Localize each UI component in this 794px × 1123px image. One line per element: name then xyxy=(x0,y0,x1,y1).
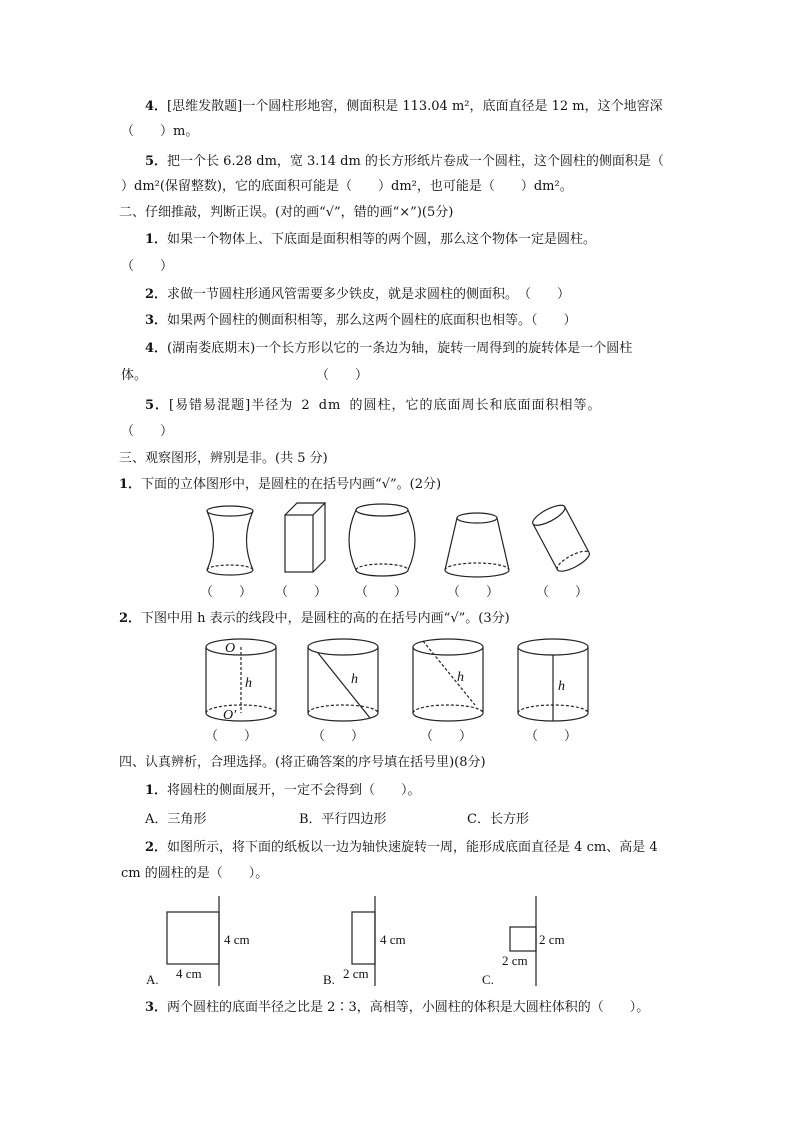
label-b-side: 4 cm xyxy=(380,932,406,947)
answer-bracket-solid-3[interactable]: （ ） xyxy=(355,585,408,600)
label-h-2: h xyxy=(351,672,358,687)
label-o-prime: O′ xyxy=(223,708,237,723)
question-1-4: 4．[思维发散题]一个圆柱形地窖，侧面积是 113.04 m²，底面直径是 12 m，这个地窖深 xyxy=(145,99,663,114)
label-h-3: h xyxy=(457,670,464,685)
answer-bracket-height-2[interactable]: （ ） xyxy=(312,729,365,744)
rect-board-b xyxy=(352,912,375,964)
label-h-1: h xyxy=(245,676,252,691)
tilted-cylinder-figure xyxy=(530,502,592,575)
question-2-2: 2．求做一节圆柱形通风管需要多少铁皮，就是求圆柱的侧面积。 （ ） xyxy=(145,287,571,302)
answer-bracket-height-3[interactable]: （ ） xyxy=(420,729,473,744)
frustum-figure xyxy=(445,513,509,577)
question-3-1: 1．下面的立体图形中，是圆柱的在括号内画“√”。(2分) xyxy=(119,477,442,492)
cylinder-axis-figure xyxy=(206,639,276,721)
question-2-1: 1．如果一个物体上、下底面是面积相等的两个圆，那么这个物体一定是圆柱。 xyxy=(145,232,597,247)
question-4-2-cont: cm 的圆柱的是（ ）。 xyxy=(121,866,269,881)
question-1-5: 5．把一个长 6.28 dm，宽 3.14 dm 的长方形纸片卷成一个圆柱，这个圆柱的侧面积是（ xyxy=(145,154,664,169)
question-2-1-cont: （ ） xyxy=(121,259,174,274)
label-c-side: 2 cm xyxy=(539,932,565,947)
solid-figures xyxy=(190,500,610,585)
cylinder-diagonal-figure xyxy=(413,639,483,721)
cylinder-vertical-figure xyxy=(518,639,588,721)
label-c-bottom: 2 cm xyxy=(502,953,528,968)
label-h-4: h xyxy=(558,679,565,694)
question-4-1: 1．将圆柱的侧面展开，一定不会得到（ ）。 xyxy=(145,783,421,798)
label-a-bottom: 4 cm xyxy=(176,966,202,981)
option-a[interactable]: A．三角形 xyxy=(145,812,207,827)
section-3-heading: 三、观察图形，辨别是非。(共 5 分) xyxy=(119,451,328,466)
question-2-4-cont: 体。 （ ） xyxy=(121,368,369,383)
question-4-2: 2．如图所示，将下面的纸板以一边为轴快速旋转一周，能形成底面直径是 4 cm、高是 4 xyxy=(145,840,658,855)
label-c-letter: C. xyxy=(482,972,494,987)
label-a-side: 4 cm xyxy=(224,932,250,947)
cardboard-figures xyxy=(140,890,600,990)
option-b[interactable]: B．平行四边形 xyxy=(299,812,387,827)
question-4-3: 3．两个圆柱的底面半径之比是 2∶3，高相等，小圆柱的体积是大圆柱体积的（ ）。 xyxy=(145,1000,650,1015)
label-o: O xyxy=(225,641,236,656)
option-c[interactable]: C．长方形 xyxy=(467,812,529,827)
answer-bracket-solid-2[interactable]: （ ） xyxy=(275,585,328,600)
question-3-2: 2．下图中用 h 表示的线段中，是圆柱的高的在括号内画“√”。(3分) xyxy=(119,611,510,626)
section-2-heading: 二、仔细推敲，判断正误。(对的画“√”，错的画“×”)(5分) xyxy=(119,205,454,220)
question-2-5: 5．[易错易混题]半径为 2 dm 的圆柱，它的底面周长和底面面积相等。 xyxy=(145,398,602,413)
answer-bracket-solid-1[interactable]: （ ） xyxy=(200,585,253,600)
square-board-c xyxy=(510,927,536,951)
cylinder-slant-figure xyxy=(308,639,378,721)
section-4-heading: 四、认真辨析，合理选择。(将正确答案的序号填在括号里)(8分) xyxy=(119,755,486,770)
label-b-bottom: 2 cm xyxy=(343,966,369,981)
question-1-4-cont: （ ）m。 xyxy=(121,124,199,139)
answer-bracket-solid-5[interactable]: （ ） xyxy=(536,585,589,600)
square-board-a xyxy=(167,912,219,964)
barrel-figure xyxy=(349,504,415,576)
prism-figure xyxy=(285,503,325,572)
question-2-3: 3．如果两个圆柱的侧面积相等，那么这两个圆柱的底面积也相等。（ ） xyxy=(145,313,577,328)
concave-solid-figure xyxy=(207,506,253,575)
answer-bracket-solid-4[interactable]: （ ） xyxy=(447,585,500,600)
cylinder-height-figures xyxy=(195,633,595,728)
question-2-5-cont: （ ） xyxy=(121,424,174,439)
answer-bracket-height-4[interactable]: （ ） xyxy=(525,729,578,744)
label-a-letter: A. xyxy=(146,972,159,987)
question-1-5-cont: ）dm²(保留整数)，它的底面积可能是（ ）dm²，也可能是（ ）dm²。 xyxy=(121,179,573,194)
answer-bracket-height-1[interactable]: （ ） xyxy=(205,729,258,744)
label-b-letter: B. xyxy=(323,972,335,987)
question-2-4: 4．(湖南娄底期末)一个长方形以它的一条边为轴，旋转一周得到的旋转体是一个圆柱 xyxy=(145,341,633,356)
